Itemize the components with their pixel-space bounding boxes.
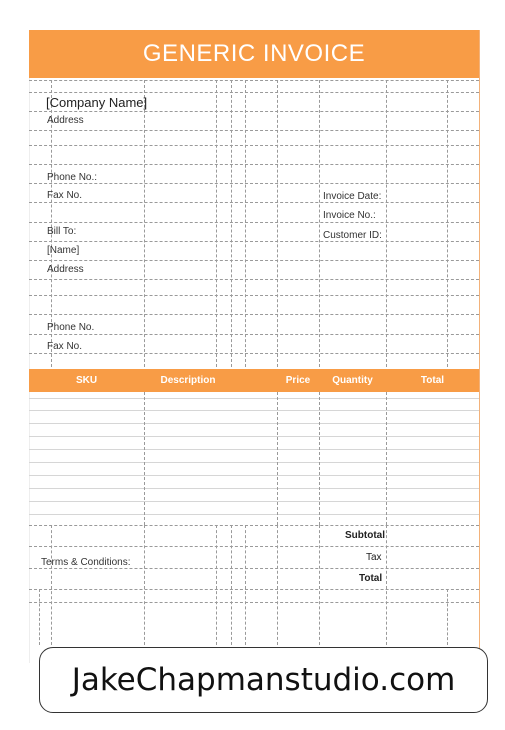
company-address-label: Address [47,115,84,126]
bill-to-phone-label: Phone No. [47,322,95,333]
terms-conditions-label: Terms & Conditions: [41,557,131,568]
column-header-quantity: Quantity [332,375,373,386]
company-fax-label: Fax No. [47,190,83,201]
bill-to-name[interactable]: [Name] [47,245,80,256]
column-header-total: Total [420,375,445,386]
watermark-banner: JakeChapmanstudio.com [39,647,488,713]
customer-id-label: Customer ID: [323,230,382,241]
subtotal-label: Subtotal [345,530,385,541]
invoice-date-label: Invoice Date: [323,191,382,202]
invoice-title: GENERIC INVOICE [29,30,479,78]
bill-to-fax-label: Fax No. [47,341,83,352]
total-label: Total [359,573,383,584]
company-name[interactable]: [Company Name] [46,95,148,110]
invoice-number-label: Invoice No.: [323,210,376,221]
column-header-price: Price [285,375,311,386]
tax-label: Tax [366,552,382,563]
items-table-header [29,369,479,392]
company-phone-label: Phone No.: [47,172,98,183]
column-header-description: Description [160,375,216,386]
column-header-sku: SKU [75,375,98,386]
bill-to-address-label: Address [47,264,84,275]
bill-to-label: Bill To: [47,226,77,237]
